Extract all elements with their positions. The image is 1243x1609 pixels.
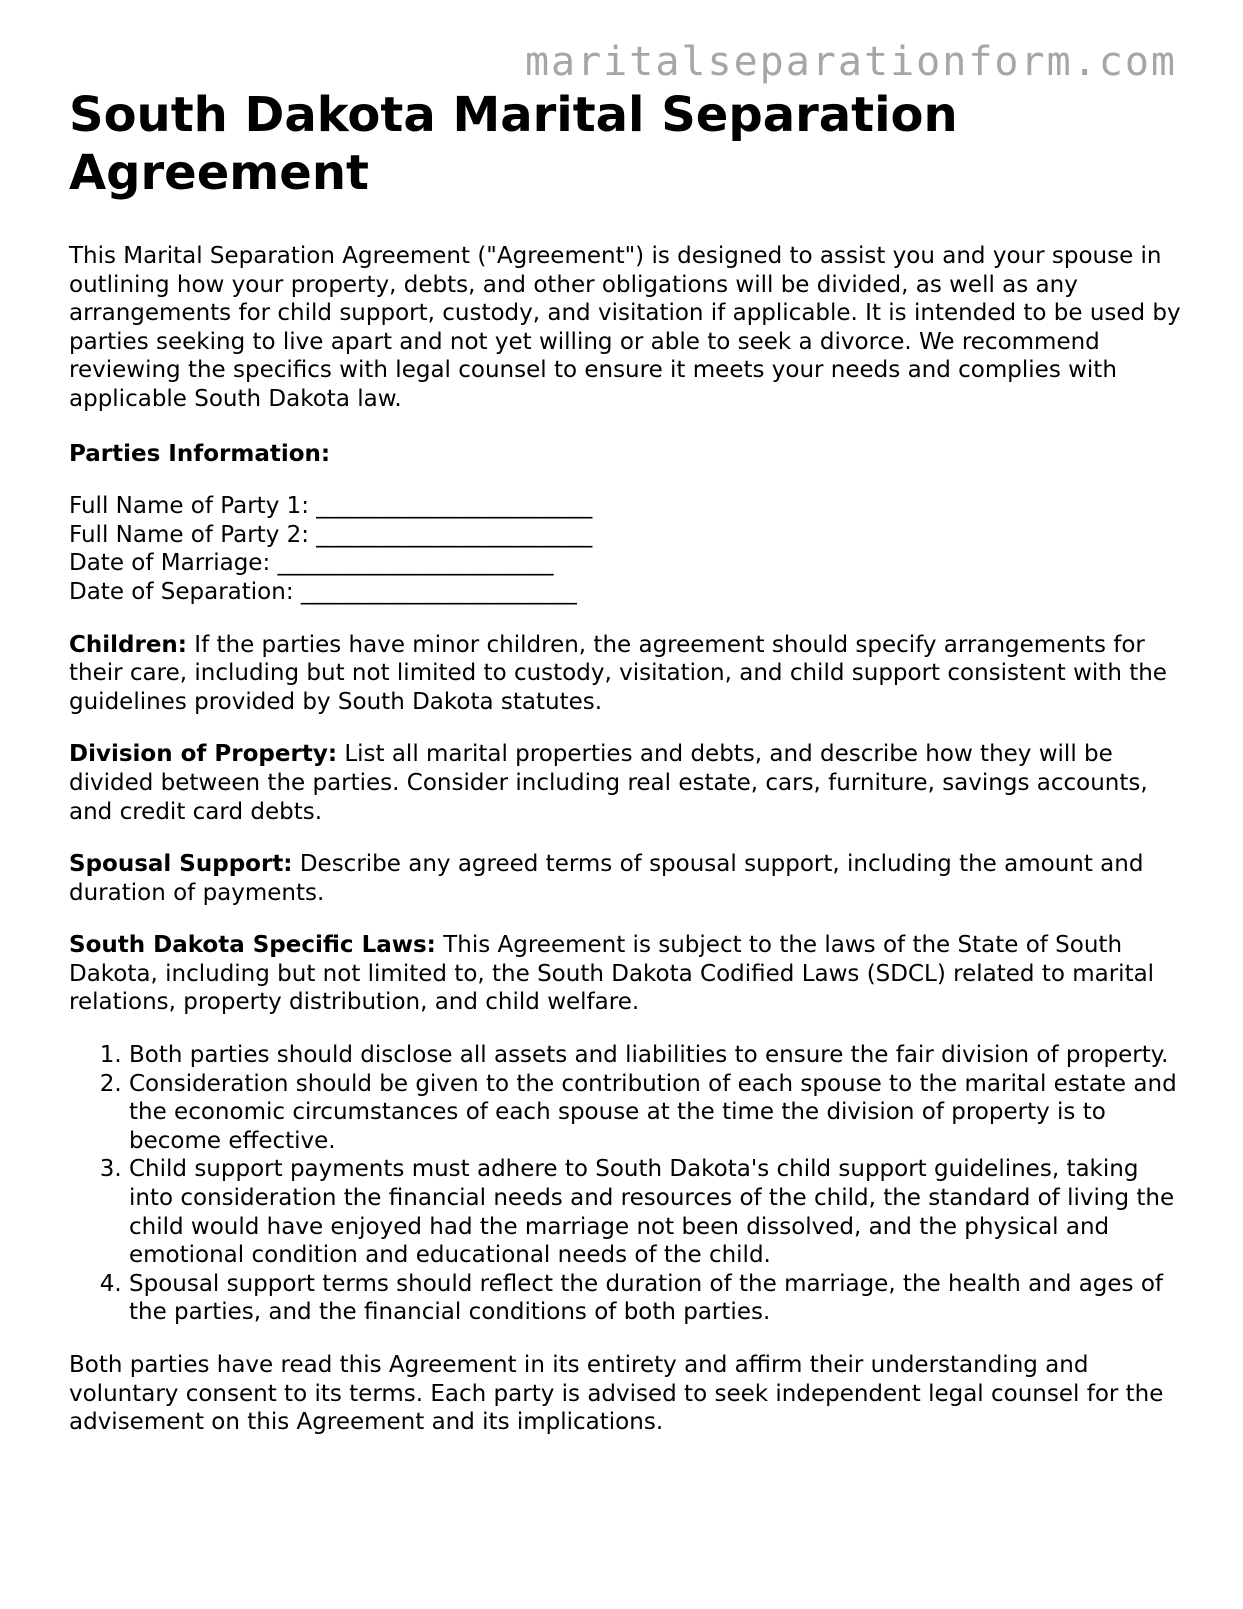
site-watermark: maritalseparationform.com — [524, 39, 1177, 85]
parties-heading: Parties Information: — [69, 440, 331, 467]
spousal-support-text: Describe any agreed terms of spousal support, including the amount and duration of payments. — [69, 851, 1144, 906]
party-1-name-field: Full Name of Party 1: ________________________ — [69, 493, 593, 520]
state-laws-label: South Dakota Specific Laws: — [69, 932, 436, 959]
list-item: 1. Both parties should disclose all assets and liabilities to ensure the fair division of property. — [129, 1041, 1189, 1070]
children-label: Children: — [69, 631, 187, 658]
closing-paragraph: Both parties have read this Agreement in its entirety and affirm their understanding and voluntary consent to its terms. Each party is advised to seek independent legal counsel for the advisement on this Agreement and its implications. — [69, 1352, 1164, 1436]
children-section — [69, 631, 1189, 717]
parties-fields — [69, 492, 1189, 606]
intro-paragraph: This Marital Separation Agreement ("Agreement") is designed to assist you and your spouse in outlining how your property, debts, and other obligations will be divided, as well as any arrangements for child support, custody, and visitation if applicable. It is intended to be used by parties seeking to live apart and not yet willing or able to seek a divorce. We recommend reviewing the specifics with legal counsel to ensure it meets your needs and complies with applicable South Dakota law. — [69, 243, 1181, 412]
list-item: 3. Child support payments must adhere to South Dakota's child support guidelines, taking into consideration the financial needs and resources of the child, the standard of living the child would have enjoyed had the marriage not been dissolved, and the physical and emotional condition and educational needs of the child. — [129, 1155, 1189, 1269]
document-title: South Dakota Marital Separation Agreement — [69, 87, 958, 201]
spousal-support-section — [69, 850, 1189, 907]
state-laws-text: This Agreement is subject to the laws of the State of South Dakota, including but not limited to, the South Dakota Codified Laws (SDCL) related to marital relations, property distribution, and child welfare. — [69, 932, 1155, 1016]
separation-date-field: Date of Separation: ________________________ — [69, 578, 577, 605]
property-section — [69, 740, 1189, 826]
spousal-support-label: Spousal Support: — [69, 851, 293, 878]
state-laws-section — [69, 931, 1189, 1017]
document-body — [69, 86, 1189, 1437]
property-label: Division of Property: — [69, 741, 338, 768]
party-2-name-field: Full Name of Party 2: ________________________ — [69, 521, 593, 548]
list-item: 4. Spousal support terms should reflect the duration of the marriage, the health and ages of the parties, and the financial conditions of both parties. — [129, 1270, 1189, 1327]
list-item: 2. Consideration should be given to the contribution of each spouse to the marital estate and the economic circumstances of each spouse at the time the division of property is to become effective. — [129, 1070, 1189, 1156]
marriage-date-field: Date of Marriage: ________________________ — [69, 550, 554, 577]
guidelines-list — [69, 1041, 1189, 1327]
children-text: If the parties have minor children, the agreement should specify arrangements for their care, including but not limited to custody, visitation, and child support consistent with the guidelines provided by South Dakota statutes. — [69, 631, 1167, 715]
property-text: List all marital properties and debts, and describe how they will be divided between the parties. Consider including real estate, cars, furniture, savings accounts, and credit card debts. — [69, 741, 1148, 825]
